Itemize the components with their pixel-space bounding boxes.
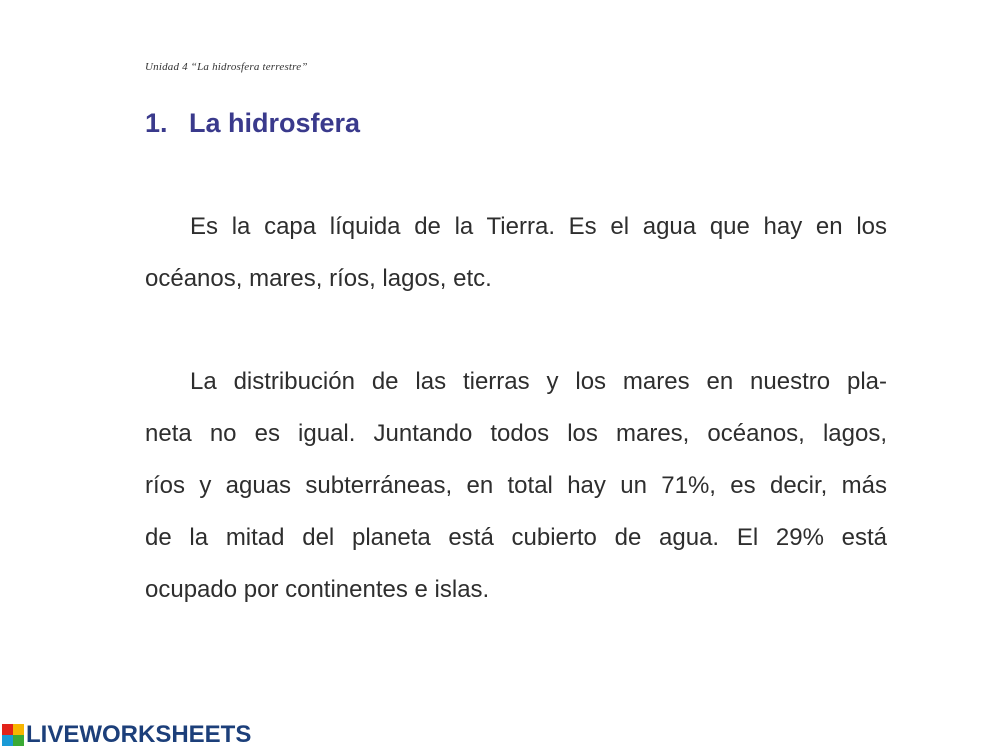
paragraph-line: de la mitad del planeta está cubierto de agua. El 29% está <box>145 524 887 551</box>
paragraph-line: ocupado por continentes e islas. <box>145 576 490 603</box>
logo-square-green <box>13 735 24 746</box>
paragraph-1 <box>145 201 887 305</box>
paragraph-line: La distribución de las tierras y los mares en nuestro pla- <box>190 368 887 395</box>
logo-square-blue <box>2 735 13 746</box>
logo-square-red <box>2 724 13 735</box>
paragraph-line: ríos y aguas subterráneas, en total hay un 71%, es decir, más <box>145 472 887 499</box>
unit-caption: Unidad 4 “La hidrosfera terrestre” <box>145 61 308 73</box>
paragraph-line: océanos, mares, ríos, lagos, etc. <box>145 265 492 292</box>
paragraph-2 <box>145 356 887 616</box>
paragraph-line: Es la capa líquida de la Tierra. Es el agua que hay en los <box>190 213 887 240</box>
section-title-text: La hidrosfera <box>189 108 361 138</box>
liveworksheets-branding[interactable] <box>2 722 251 748</box>
paragraph-line: neta no es igual. Juntando todos los mares, océanos, lagos, <box>145 420 887 447</box>
brand-name: LIVEWORKSHEETS <box>26 721 252 748</box>
section-number: 1. <box>145 108 168 138</box>
liveworksheets-logo-icon <box>2 724 24 746</box>
section-title <box>145 108 360 139</box>
logo-square-yellow <box>13 724 24 735</box>
